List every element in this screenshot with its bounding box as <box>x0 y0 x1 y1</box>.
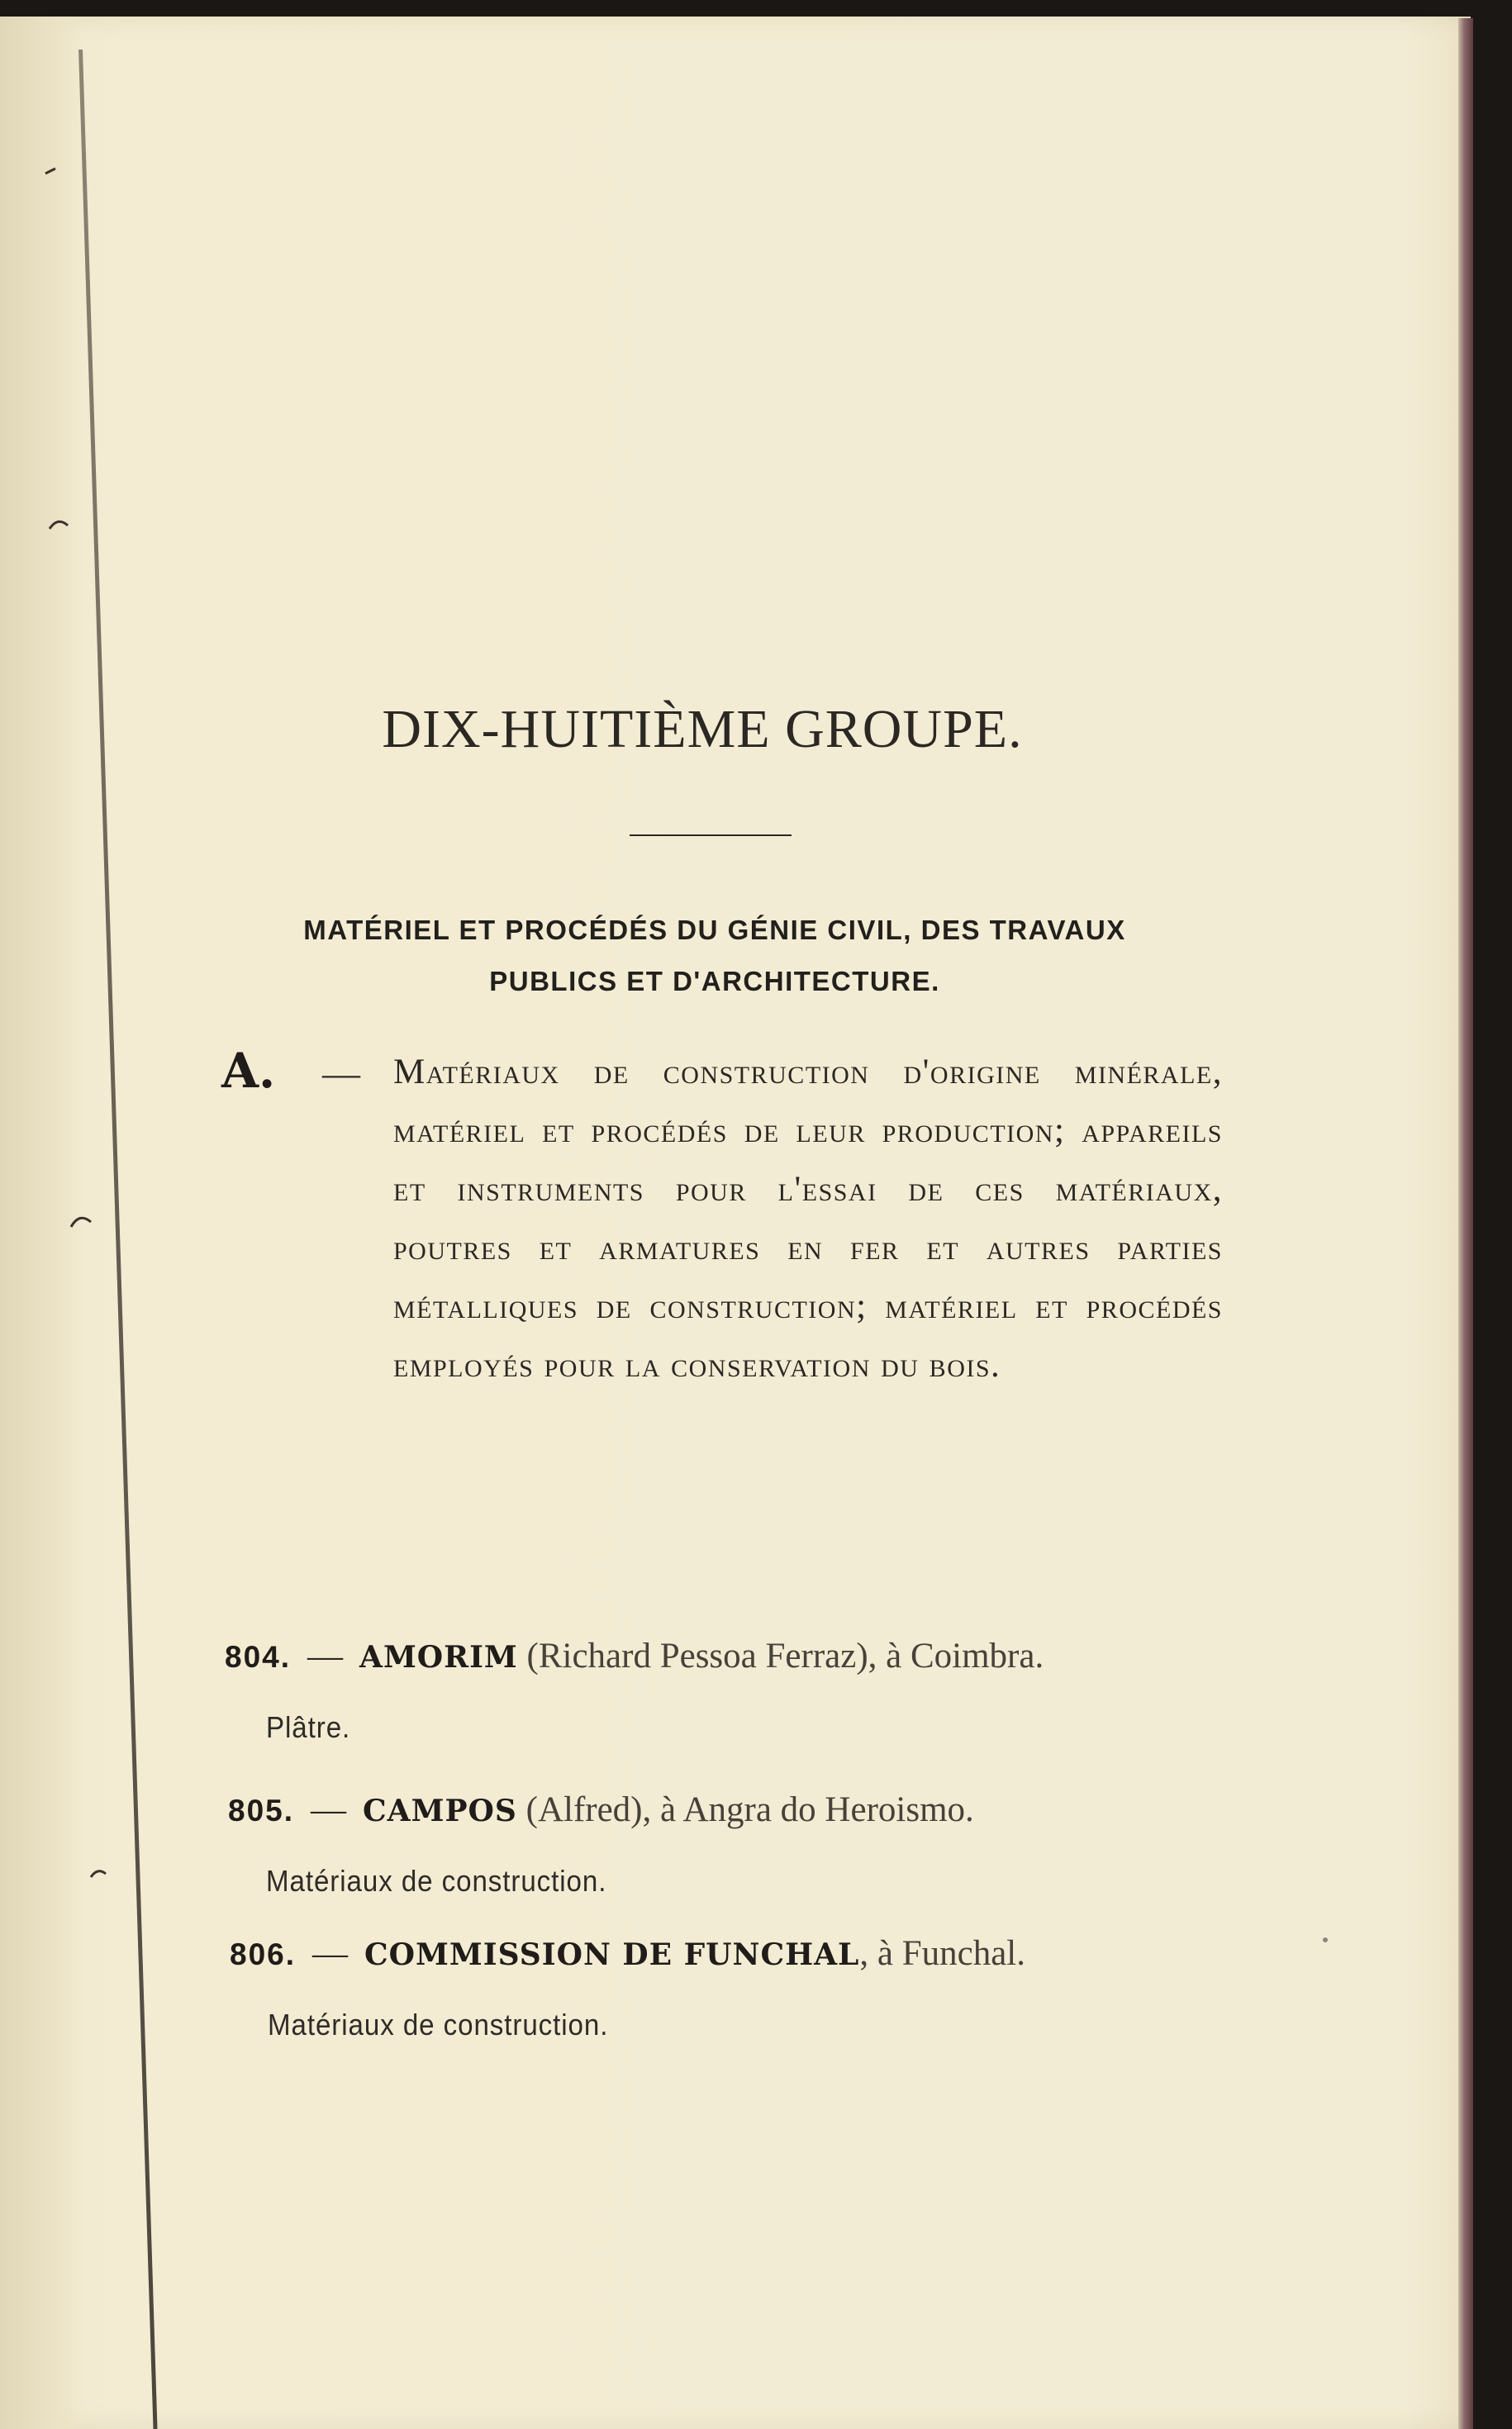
entry-dash: — <box>307 1637 344 1676</box>
entry-dash: — <box>312 1934 349 1973</box>
subtitle-line-1: MATÉRIEL ET PROCÉDÉS DU GÉNIE CIVIL, DES TRAVAUX <box>303 915 1126 945</box>
exhibitor-name: CAMPOS <box>363 1794 517 1828</box>
section-letter: A. <box>221 1043 276 1099</box>
entry-description: Matériaux de construction. <box>266 1864 607 1898</box>
entry-description: Matériaux de construction. <box>268 2008 609 2042</box>
entry-number: 804. <box>225 1640 292 1674</box>
group-title: DIX-HUITIÈME GROUPE. <box>382 699 1023 759</box>
exhibitor-name: AMORIM <box>359 1640 518 1675</box>
entry-description: Plâtre. <box>266 1710 351 1744</box>
subtitle-line-2: PUBLICS ET D'ARCHITECTURE. <box>489 966 940 996</box>
section-dash: — <box>322 1052 360 1094</box>
entry-number: 806. <box>230 1937 297 1971</box>
binding-mark <box>91 1871 106 1877</box>
entry-dash: — <box>311 1790 347 1829</box>
speck <box>1323 1937 1328 1942</box>
exhibitor-details: (Richard Pessoa Ferraz), à Coimbra. <box>526 1637 1044 1676</box>
exhibitor-details: , à Funchal. <box>859 1934 1025 1973</box>
exhibitor-name: COMMISSION DE FUNCHAL <box>364 1937 860 1972</box>
binding-mark <box>50 521 68 529</box>
entry-number: 805. <box>228 1794 295 1828</box>
section-description: Matériaux de construction d'origine minérale, matériel et procédés de leur production; appareils et instruments pour l'essai de ces matériaux, poutres et armatures en fer et autres parties métalliques de construction; matériel et procédés employés pour la conservation du bois. <box>393 1053 1223 1385</box>
binding-mark <box>45 169 55 174</box>
binding-mark <box>71 1218 91 1227</box>
exhibitor-details: (Alfred), à Angra do Heroismo. <box>525 1790 974 1829</box>
